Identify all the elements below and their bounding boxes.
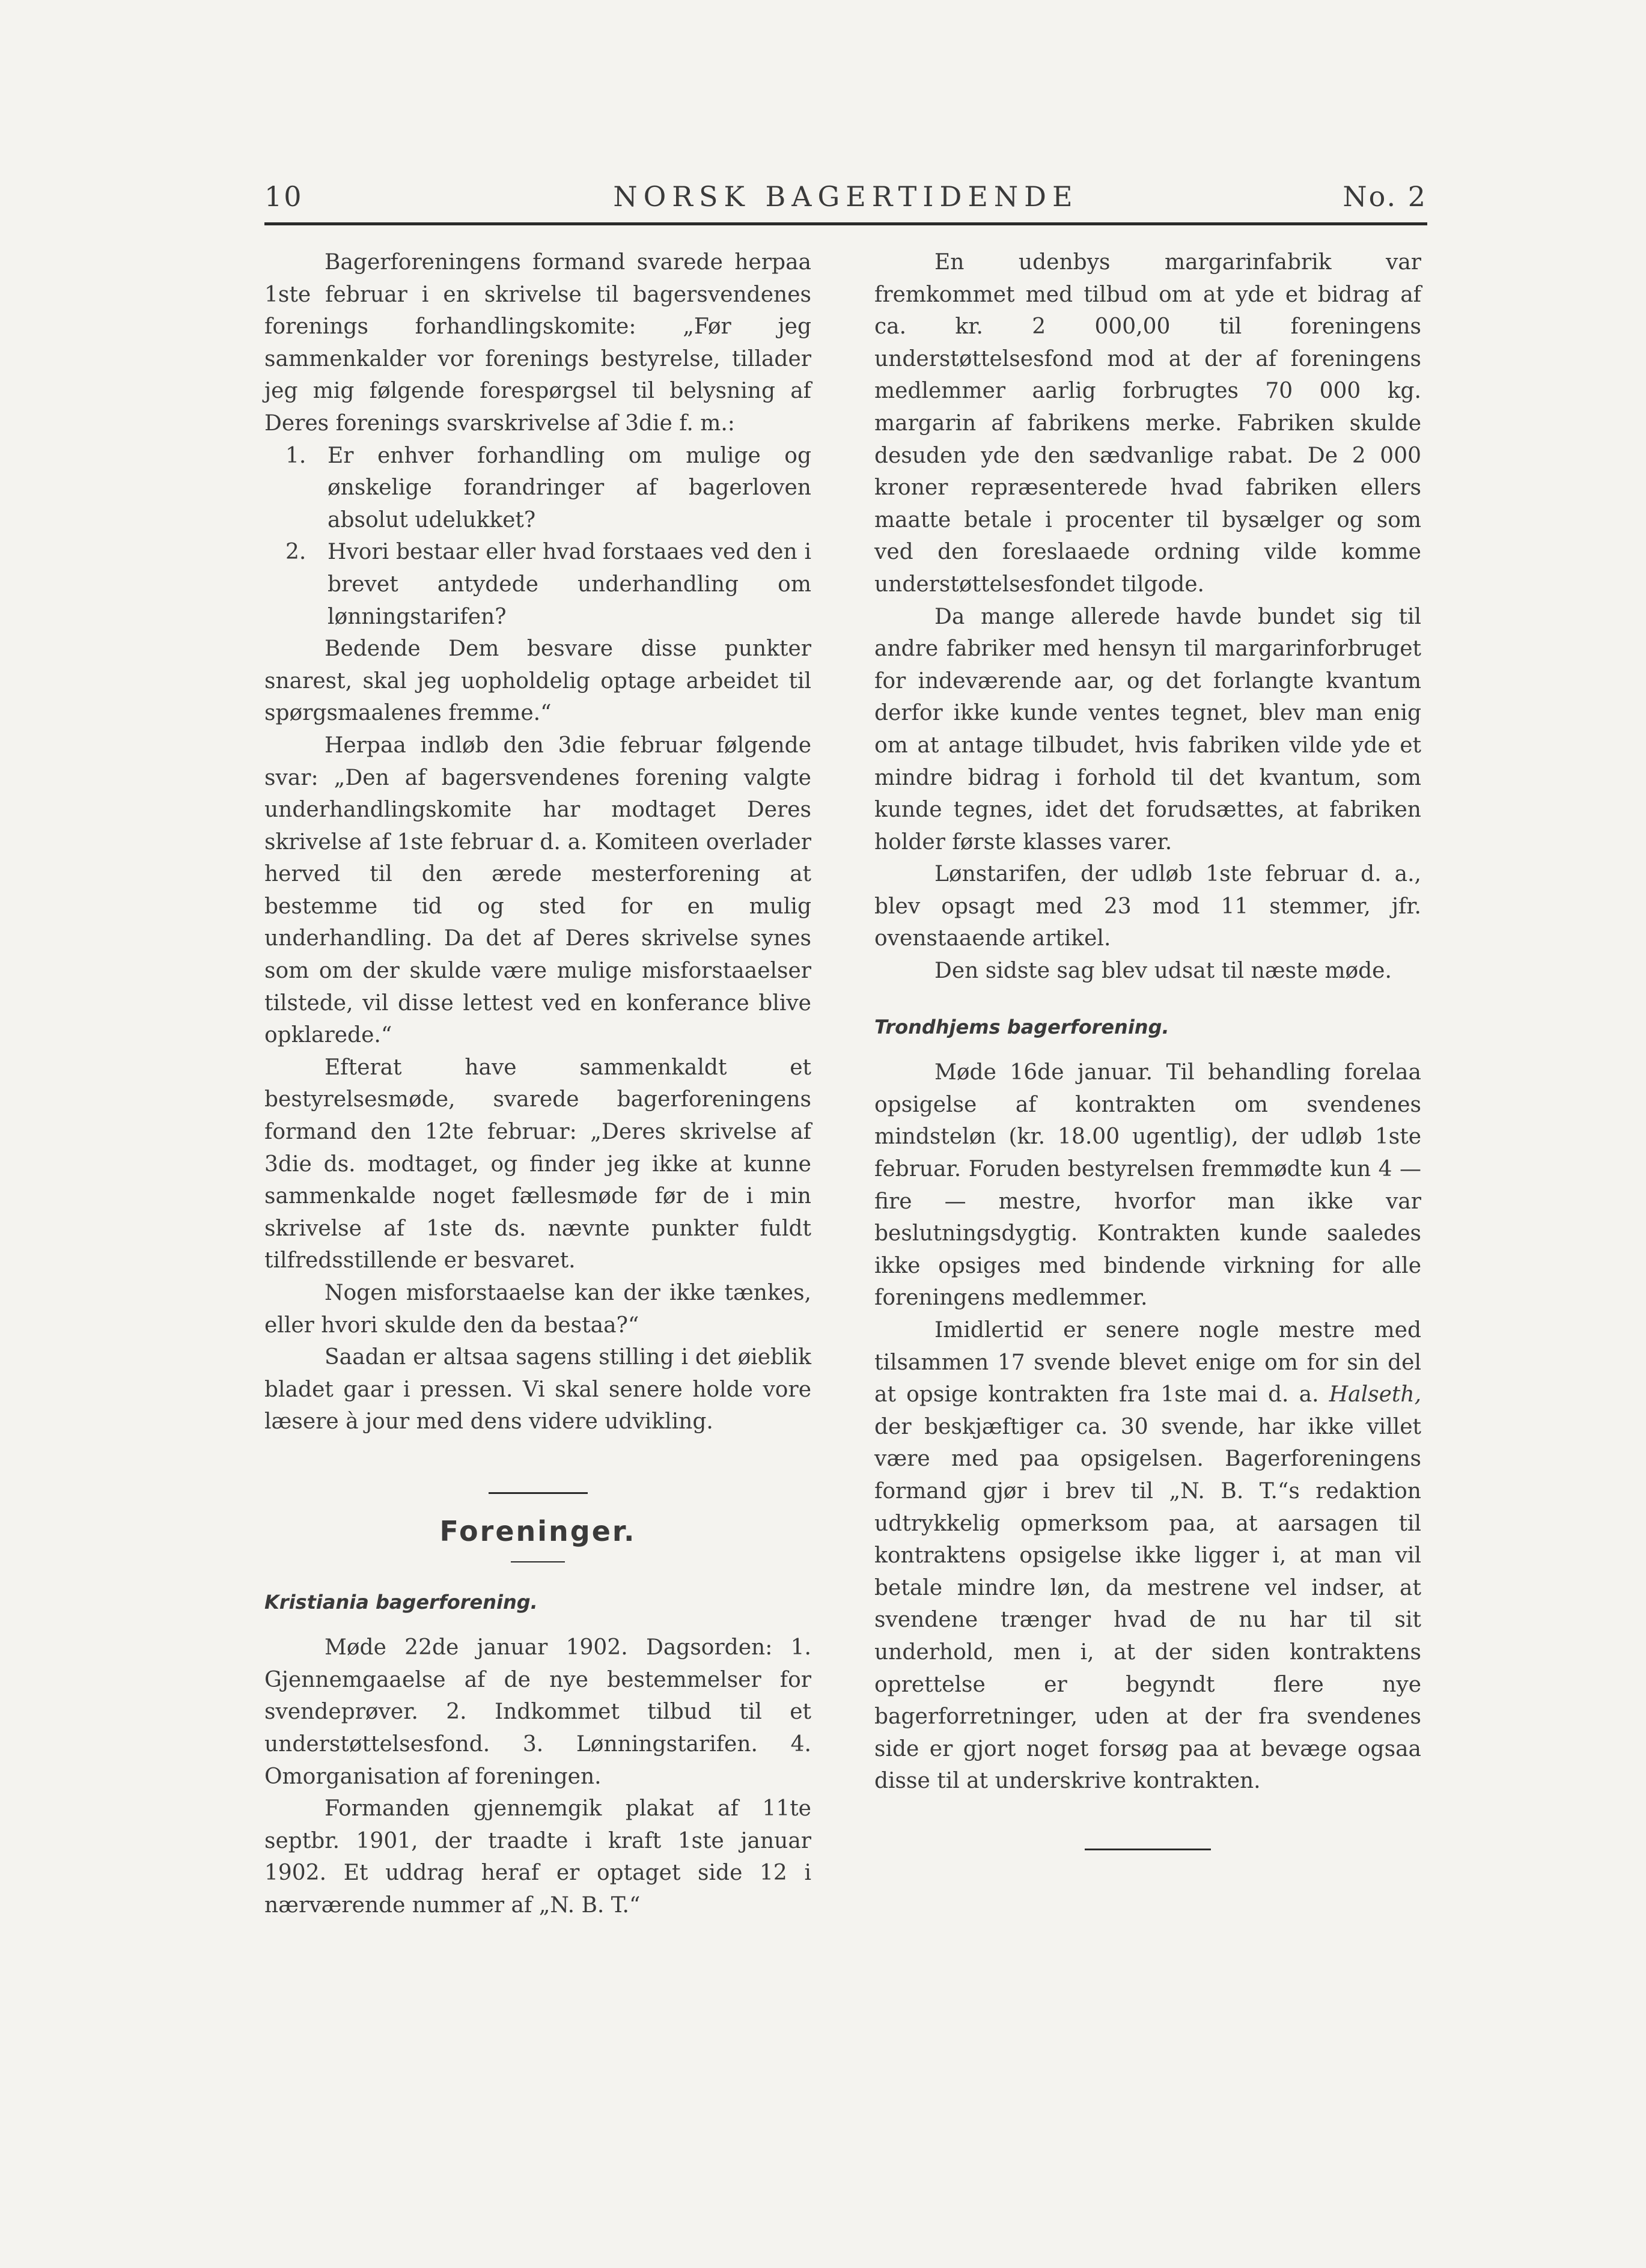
list-item: [264, 440, 811, 537]
publication-title: NORSK BAGERTIDENDE: [613, 180, 1079, 213]
paragraph-text: der beskjæftiger ca. 30 svende, har ikke villet være med paa opsigelsen. Bagerforeningens formand gjør i brev til „N. B. T.“s redaktion udtrykkelig opmerksom paa, at aarsagen til kontraktens opsigelse ikke ligger i, at man vil betale mindre løn, da mestrene vel indser, at svendene trænger hvad de nu har til sit underhold, men i, at der siden kontraktens oprettelse er begyndt flere nye bagerforretninger, uden at der fra svendenes side er gjort noget forsøg paa at bevæge ogsaa disse til at underskrive kontrakten.: [874, 1414, 1421, 1794]
header-rule: [264, 222, 1427, 225]
paragraph: Efterat have sammenkaldt et bestyrelsesmøde, svarede bagerforeningens formand den 12te februar: „Deres skrivelse af 3die ds. modtaget, og finder jeg ikke at kunne sammenkalde noget fællesmøde før de i min skrivelse af 1ste ds. nævnte punkter fuldt tilfredsstillende er besvaret.: [264, 1055, 811, 1273]
list-text: Er enhver forhandling om mulige og ønskelige forandringer af bagerloven absolut udelukket?: [328, 443, 811, 532]
paragraph: Da mange allerede havde bundet sig til andre fabriker med hensyn til margarinforbruget for indeværende aar, og det forlangte kvantum derfor ikke kunde ventes tegnet, blev man enig om at antage tilbudet, hvis fabriken vilde yde et mindre bidrag i forhold til det kvantum, som kunde tegnes, idet det forudsættes, at fabriken holder første klasses varer.: [874, 604, 1421, 855]
paragraph: [874, 1314, 1421, 1797]
paragraph: En udenbys margarinfabrik var fremkommet med tilbud om at yde et bidrag af ca. kr. 2 000,00 til foreningens understøttelsesfond mod at der af foreningens medlemmer aarlig forbrugtes 70 000 kg. margarin af fabrikens merke. Fabriken skulde desuden yde den sædvanlige rabat. De 2 000 kroner repræsenterede hvad fabriken ellers maatte betale i procenter til bysælger og som ved den foreslaaede ordning vilde komme understøttelsesfondet tilgode.: [874, 250, 1421, 597]
paragraph: Saadan er altsaa sagens stilling i det øieblik bladet gaar i pressen. Vi skal senere holde vore læsere à jour med dens videre udvikling.: [264, 1345, 811, 1434]
paragraph-text: Imidlertid er senere nogle mestre med tilsammen 17 svende blevet enige om for sin del at opsige kontrakten fra 1ste mai d. a.: [874, 1318, 1421, 1407]
paragraph: Lønstarifen, der udløb 1ste februar d. a., blev opsagt med 23 mod 11 stemmer, jfr. ovenstaaende artikel.: [874, 862, 1421, 951]
page-header: [264, 180, 1427, 216]
heading-divider: [511, 1561, 565, 1562]
paragraph: Bagerforeningens formand svarede herpaa 1ste februar i en skrivelse til bagersvendenes forenings forhandlingskomite: „Før jeg sammenkalder vor forenings bestyrelse, tillader jeg mig følgende forespørgsel til belysning af Deres forenings svarskrivelse af 3die f. m.:: [264, 250, 811, 436]
page-number: 10: [264, 180, 303, 213]
section-divider: [489, 1492, 588, 1494]
subsection-heading: Kristiania bagerforening.: [264, 1590, 538, 1614]
person-name: Halseth,: [1329, 1382, 1422, 1407]
list-text: Hvori bestaar eller hvad forstaaes ved den i brevet antydede underhandling om lønningstarifen?: [328, 540, 811, 629]
paragraph: Bedende Dem besvare disse punkter snarest, skal jeg uopholdelig optage arbeidet til spørgsmaalenes fremme.“: [264, 636, 811, 726]
left-column: [264, 246, 811, 1922]
issue-number: No. 2: [1343, 180, 1427, 213]
paragraph: Formanden gjennemgik plakat af 11te septbr. 1901, der traadte i kraft 1ste januar 1902. Et uddrag heraf er optaget side 12 i nærværende nummer af „N. B. T.“: [264, 1796, 811, 1918]
right-column: [874, 246, 1421, 1850]
end-divider: [1085, 1849, 1211, 1850]
paragraph: Nogen misforstaaelse kan der ikke tænkes, eller hvori skulde den da bestaa?“: [264, 1281, 811, 1338]
list-number: 2.: [285, 540, 306, 565]
list-item: [264, 536, 811, 633]
list-number: 1.: [285, 443, 306, 468]
paragraph: Møde 16de januar. Til behandling forelaa opsigelse af kontrakten om svendenes mindsteløn (kr. 18.00 ugentlig), der udløb 1ste februar. Foruden bestyrelsen fremmødte kun 4 — fire — mestre, hvorfor man ikke var beslutningsdygtig. Kontrakten kunde saaledes ikke opsiges med bindende virkning for alle foreningens medlemmer.: [874, 1060, 1421, 1311]
paragraph: Den sidste sag blev udsat til næste møde.: [934, 959, 1392, 984]
subsection-heading: Trondhjems bagerforening.: [874, 1015, 1169, 1038]
paragraph: Møde 22de januar 1902. Dagsorden: 1. Gjennemgaaelse af de nye bestemmelser for svendeprøver. 2. Indkommet tilbud til et understøttelsesfond. 3. Lønningstarifen. 4. Omorganisation af foreningen.: [264, 1635, 811, 1789]
section-heading: Foreninger.: [439, 1514, 636, 1547]
paragraph: Herpaa indløb den 3die februar følgende svar: „Den af bagersvendenes forening valgte underhandlingskomite har modtaget Deres skrivelse af 1ste februar d. a. Komiteen overlader herved til den ærede mesterforening at bestemme tid og sted for en mulig underhandling. Da det af Deres skrivelse synes som om der skulde være mulige misforstaaelser tilstede, vil disse lettest ved en konferance blive opklarede.“: [264, 733, 811, 1048]
